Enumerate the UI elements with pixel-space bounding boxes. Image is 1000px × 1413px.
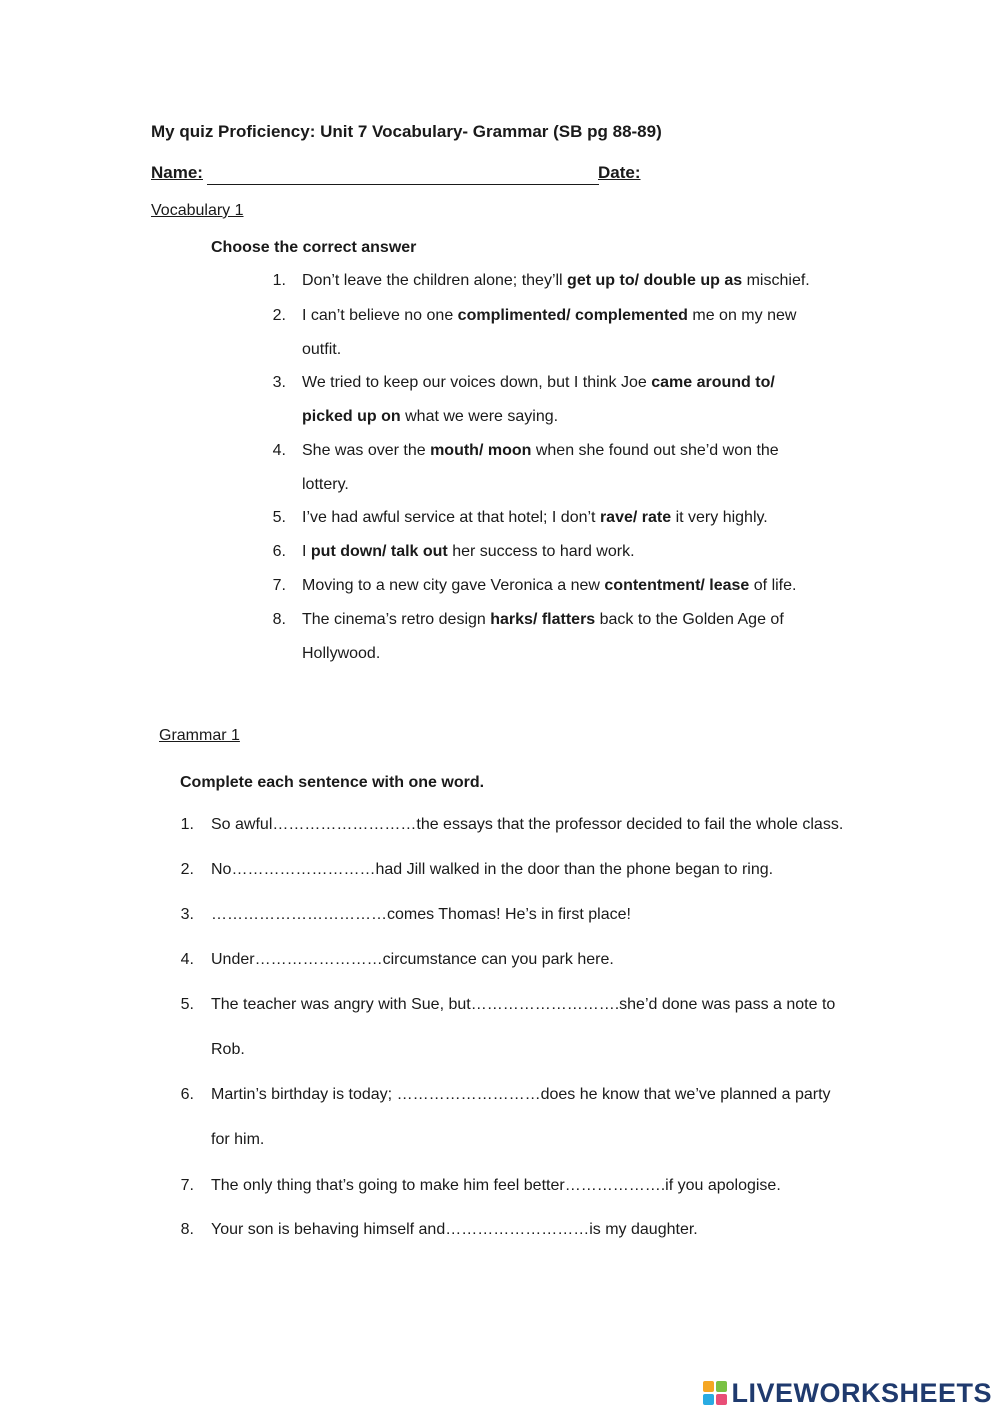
answer-options[interactable]: came around to/ <box>651 374 775 391</box>
name-date-row <box>151 163 651 187</box>
answer-options[interactable]: harks/ flatters <box>490 611 596 628</box>
vocab-item-continuation: outfit. <box>302 341 342 358</box>
vocab-item: Moving to a new city gave Veronica a new contentment/ lease of life. <box>302 577 797 594</box>
grammar-item[interactable]: No………………………had Jill walked in the door than the phone began to ring. <box>211 861 774 878</box>
name-input[interactable] <box>207 184 599 185</box>
grammar-item-number: 7. <box>180 1177 194 1194</box>
vocab-item-number: 7. <box>272 577 286 594</box>
vocab-item-number: 4. <box>272 442 286 459</box>
vocab-item-continuation: lottery. <box>302 476 349 493</box>
grammar-item-number: 6. <box>180 1086 194 1103</box>
name-label: Name: <box>151 163 203 182</box>
vocabulary-instruction: Choose the correct answer <box>211 239 417 256</box>
vocab-item: Don’t leave the children alone; they’ll get up to/ double up as mischief. <box>302 272 810 289</box>
grammar-item-number: 3. <box>180 906 194 923</box>
vocab-item-number: 8. <box>272 611 286 628</box>
vocab-item-number: 1. <box>272 272 286 289</box>
answer-options[interactable]: mouth/ moon <box>430 442 532 459</box>
grammar-item-number: 5. <box>180 996 194 1013</box>
grammar-item-number: 4. <box>180 951 194 968</box>
grammar-item-continuation: Rob. <box>211 1041 245 1058</box>
answer-options[interactable]: put down/ talk out <box>310 543 448 560</box>
grammar-item[interactable]: Martin’s birthday is today; ………………………does he know that we’ve planned a party <box>211 1086 831 1103</box>
grammar-item[interactable]: Under……………………circumstance can you park here. <box>211 951 614 968</box>
answer-options[interactable]: get up to/ double up as <box>567 272 743 289</box>
logo-icon <box>703 1381 727 1405</box>
vocab-item-number: 6. <box>272 543 286 560</box>
vocab-item-number: 2. <box>272 307 286 324</box>
date-label: Date: <box>598 163 641 182</box>
grammar-item-number: 8. <box>180 1221 194 1238</box>
logo-text: LIVEWORKSHEETS <box>731 1377 992 1408</box>
liveworksheets-logo <box>703 1377 992 1409</box>
vocab-item-continuation: Hollywood. <box>302 645 381 662</box>
grammar-item[interactable]: The teacher was angry with Sue, but……………………….she’d done was pass a note to <box>211 996 836 1013</box>
vocab-item: I put down/ talk out her success to hard work. <box>302 543 635 560</box>
vocabulary-heading: Vocabulary 1 <box>151 202 244 219</box>
answer-options[interactable]: contentment/ lease <box>604 577 750 594</box>
grammar-heading: Grammar 1 <box>159 727 240 744</box>
vocab-item: She was over the mouth/ moon when she found out she’d won the <box>302 442 779 459</box>
vocab-item: We tried to keep our voices down, but I think Joe came around to/ <box>302 374 775 391</box>
answer-options[interactable]: complimented/ complemented <box>457 307 688 324</box>
grammar-instruction: Complete each sentence with one word. <box>180 774 485 791</box>
grammar-item[interactable]: So awful………………………the essays that the professor decided to fail the whole class. <box>211 816 844 833</box>
grammar-item[interactable]: Your son is behaving himself and………………………is my daughter. <box>211 1221 698 1238</box>
grammar-item[interactable]: The only thing that’s going to make him feel better……………….if you apologise. <box>211 1177 781 1194</box>
vocab-item: The cinema’s retro design harks/ flatters back to the Golden Age of <box>302 611 784 628</box>
logo-square <box>703 1394 714 1405</box>
vocab-item: I can’t believe no one complimented/ complemented me on my new <box>302 307 797 324</box>
vocab-item-number: 5. <box>272 509 286 526</box>
grammar-item-continuation: for him. <box>211 1131 265 1148</box>
grammar-item-number: 2. <box>180 861 194 878</box>
grammar-item-number: 1. <box>180 816 194 833</box>
logo-square <box>703 1381 714 1392</box>
logo-square <box>716 1381 727 1392</box>
vocab-item-continuation: picked up on what we were saying. <box>302 408 559 425</box>
answer-options[interactable]: picked up on <box>302 408 401 425</box>
logo-square <box>716 1394 727 1405</box>
answer-options[interactable]: rave/ rate <box>599 509 672 526</box>
page-title: My quiz Proficiency: Unit 7 Vocabulary- Grammar (SB pg 88-89) <box>151 122 662 141</box>
grammar-item[interactable]: ……………………………comes Thomas! He’s in first place! <box>211 906 631 923</box>
vocab-item-number: 3. <box>272 374 286 391</box>
vocab-item: I’ve had awful service at that hotel; I don’t rave/ rate it very highly. <box>302 509 768 526</box>
